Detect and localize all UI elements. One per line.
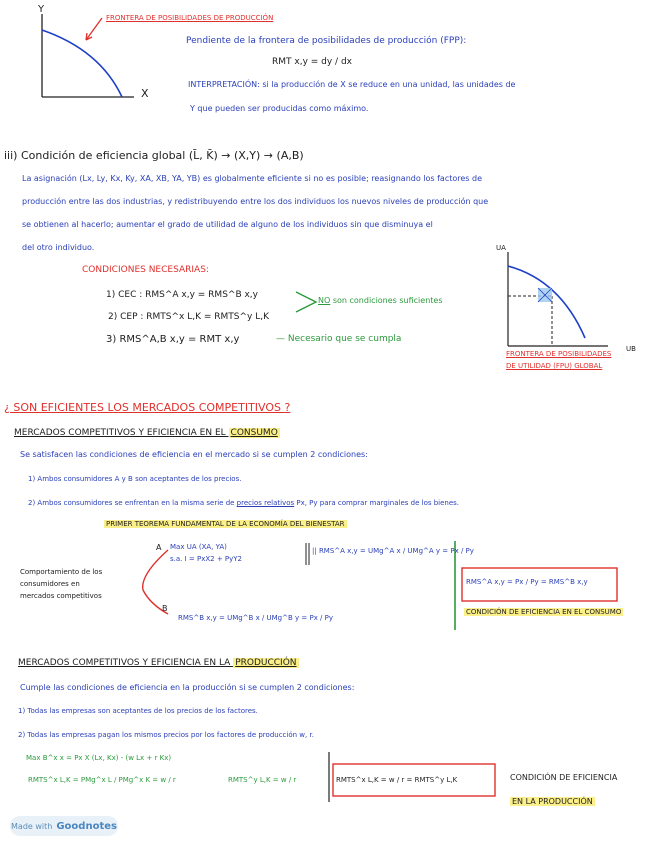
goodnotes-badge[interactable] [10,816,118,836]
rmtsy-formula: RMTS^y L,K = w / r [228,776,297,784]
consumo-condition-1: 1) Ambos consumidores A y B son aceptantes de los precios. [28,475,242,483]
definition-line-4: del otro individuo. [22,243,95,252]
rms-b-formula: RMS^B x,y = UMg^B x / UMg^B y = Px / Py [178,614,334,622]
fpu-graph [508,252,608,346]
mercados-question: ¿ SON EFICIENTES LOS MERCADOS COMPETITIVOS ? [4,401,291,414]
made-with-text: Made with [11,821,53,831]
interpretacion-line-2: Y que pueden ser producidas como máximo. [190,104,369,113]
condition-cec: 1) CEC : RMS^A x,y = RMS^B x,y [106,290,258,300]
produccion-title: MERCADOS COMPETITIVOS Y EFICIENCIA EN LA PRODUCCIÓN [18,658,297,668]
rmtsx-formula: RMTS^x L,K = PMg^x L / PMg^x K = w / r [28,776,176,784]
pendiente-text: Pendiente de la frontera de posibilidades de producción (FPP): [186,36,467,46]
max-beneficio-formula: Max B^x x = Px X (Lx, Kx) - (w Lx + r Kx) [26,754,172,762]
comportamiento-line-2: consumidores en [20,580,80,588]
no-suficientes-note: NO son condiciones suficientes [318,296,443,305]
fpu-x-axis-label: UB [626,345,636,353]
produccion-condition-1: 1) Todas las empresas son aceptantes de los precios de los factores. [18,707,258,715]
max-utility-a: Max UA (XA, YA) [170,543,227,551]
comportamiento-line-3: mercados competitivos [20,592,102,600]
ppf-curve [42,30,122,97]
consumo-title: MERCADOS COMPETITIVOS Y EFICIENCIA EN EL CONSUMO [14,428,278,438]
fpu-y-axis-label: UA [496,244,506,252]
produccion-box-formula: RMTS^x L,K = w / r = RMTS^y L,K [336,776,458,784]
rmt-formula: RMT x,y = dy / dx [272,57,352,67]
interpretacion-line-1: INTERPRETACIÓN: si la producción de X se reduce en una unidad, las unidades de [188,80,516,89]
ppf-graph [42,14,134,97]
consumer-a-label: A [156,543,162,552]
condition-global: 3) RMS^A,B x,y = RMT x,y [106,334,240,345]
definition-line-2: producción entre las dos industrias, y redistribuyendo entre los dos individuos los nuevos niveles de producción que [22,197,489,206]
definition-line-3: se obtienen al hacerlo; aumentar el grado de utilidad de alguno de los individuos sin que disminuya el [22,220,433,229]
condition-cep: 2) CEP : RMTS^x L,K = RMTS^y L,K [108,312,269,322]
fpu-caption-2: DE UTILIDAD (FPU) GLOBAL [506,362,603,370]
produccion-intro: Cumple las condiciones de eficiencia en la producción si se cumplen 2 condiciones: [20,683,355,692]
comportamiento-line-1: Comportamiento de los [20,568,103,576]
necesario-note: — Necesario que se cumpla [276,334,402,344]
consumo-condition-2: 2) Ambos consumidores se enfrentan en la misma serie de precios relativos Px, Py para comprar marginales de los bienes. [28,499,460,507]
consumo-intro: Se satisfacen las condiciones de eficiencia en el mercado si se cumplen 2 condiciones: [20,450,368,459]
definition-line-1: La asignación (Lx, Ly, Kx, Ky, XA, XB, YA, YB) es globalmente eficiente si no es posible; reasignando los factores de [22,174,483,183]
primer-teorema-label: PRIMER TEOREMA FUNDAMENTAL DE LA ECONOMÍA DEL BIENESTAR [106,520,345,528]
eficiencia-global-title: iii) Condición de eficiencia global (L̄, K̄) → (X,Y) → (A,B) [4,149,304,162]
rms-a-formula: || RMS^A x,y = UMg^A x / UMg^A y = Px / Py [312,547,474,555]
consumo-box-formula: RMS^A x,y = Px / Py = RMS^B x,y [466,578,588,586]
budget-constraint-a: s.a. I = PxX2 + PyY2 [170,555,243,563]
fpu-caption-1: FRONTERA DE POSIBILIDADES [506,350,612,358]
condiciones-necesarias-title: CONDICIONES NECESARIAS: [82,265,209,275]
consumer-b-label: B [162,604,168,613]
ppf-x-axis-label: X [141,87,149,100]
ppf-arrow [86,18,102,40]
ppf-y-axis-label: Y [38,4,45,15]
conditions-brace [296,292,316,312]
goodnotes-brand: Goodnotes [56,820,117,832]
condicion-consumo-label: CONDICIÓN DE EFICIENCIA EN EL CONSUMO [466,608,622,616]
produccion-condition-2: 2) Todas las empresas pagan los mismos precios por los factores de producción w, r. [18,731,314,739]
condicion-produccion-line-2: EN LA PRODUCCIÓN [512,797,593,806]
ppf-curve-label: FRONTERA DE POSIBILIDADES DE PRODUCCIÓN [106,14,274,22]
condicion-produccion-line-1: CONDICIÓN DE EFICIENCIA [510,773,618,782]
